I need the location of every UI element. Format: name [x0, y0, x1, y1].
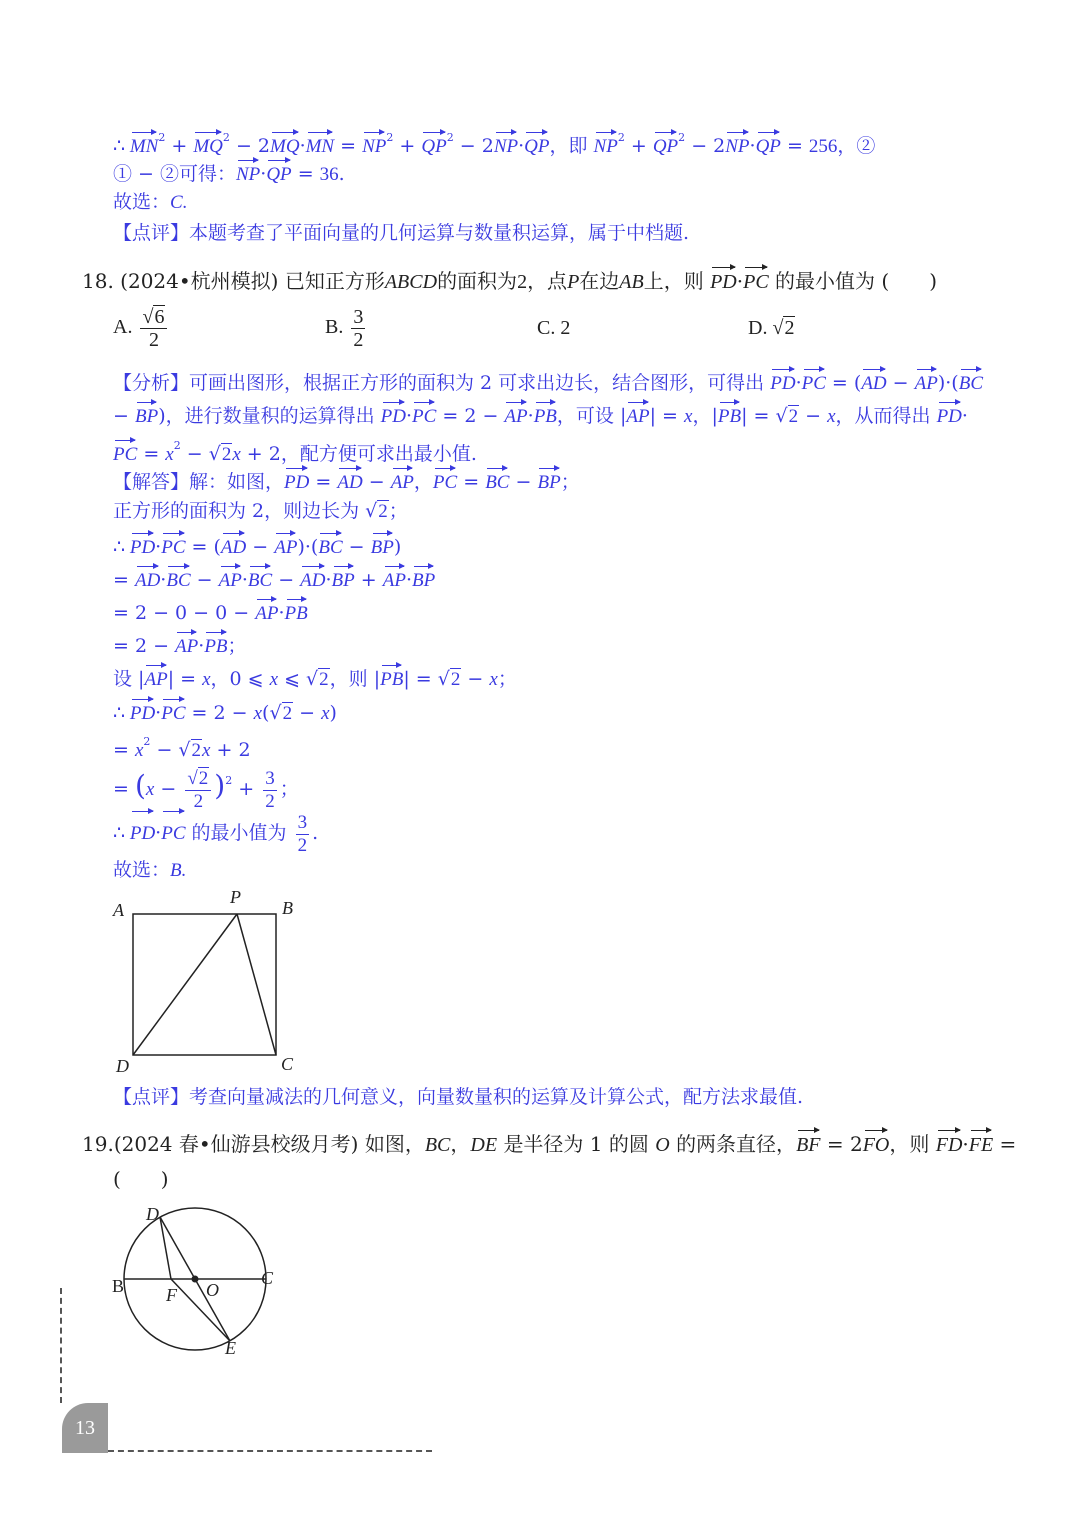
label-d: D [146, 1204, 159, 1224]
q18-stem-ab: AB [619, 271, 644, 293]
q18-option-b[interactable] [325, 306, 368, 351]
prev-line1-number: 256 [808, 136, 838, 157]
segment-pc [237, 914, 276, 1055]
q18-analysis-text-2b: ，进行数量积的运算得出 [165, 405, 375, 427]
q18-stem: 18. (2024•杭州模拟) 已知正方形ABCD的面积为2，点P在边AB上，则 PD·PC 的最小值为 ( ) [82, 264, 937, 296]
label-c: C [261, 1268, 274, 1288]
q18-analysis-text-2c: ，可设 [556, 405, 614, 427]
q18-comment-tag: 【点评】 [113, 1086, 190, 1108]
q18-analysis-line-2: − BP)，进行数量积的运算得出 PD·PC = 2 − AP·PB，可设 |AP| = x，|PB| = √2 − x，从而得出 PD· [113, 399, 968, 431]
q18-option-a-radicand: 6 [154, 306, 165, 328]
q18-stem-text-f: 的最小值为 [775, 269, 876, 293]
q18-source: (2024•杭州模拟) [120, 269, 279, 293]
q18-let-text: 设 [113, 668, 133, 690]
q18-solution-line-5: = 2 − 0 − 0 − AP·PB [113, 596, 308, 628]
label-p: P [230, 887, 241, 907]
q18-solution-intro: 解：如图， [189, 471, 285, 493]
label-a: A [113, 900, 124, 920]
q18-number: 18. [82, 269, 114, 293]
q18-solution-line-10: = (x − $\frac{√2}{2}$ )$^2$ + $\frac{3}{2}$ ； [113, 767, 299, 812]
q18-answer-blank: ( ) [881, 269, 937, 293]
q18-stem-p: P [567, 271, 580, 293]
q18-option-d[interactable]: D. √2 [748, 317, 795, 339]
label-c: C [281, 1054, 294, 1074]
q18-solution-line-3: ∴ PD·PC = (AD − AP)·(BC − BP) [113, 530, 401, 562]
q19-stem-bc: BC [424, 1134, 451, 1156]
label-f: F [166, 1285, 177, 1305]
q18-analysis-line-3: PC = $x^2 - √2x + 2$，配方便可求出最小值. [113, 432, 477, 469]
page-number: 13 [62, 1403, 108, 1453]
q18-comment-text: 考查向量减法的几何意义，向量数量积的运算及计算公式，配方法求最值. [189, 1086, 804, 1108]
q18-solution-line-6: = 2 − AP·PB； [113, 629, 247, 661]
q18-option-a-denominator: 2 [148, 329, 159, 351]
q18-option-b-label: B. [325, 316, 344, 339]
q18-comment [113, 1083, 803, 1111]
q18-choice [113, 856, 186, 885]
q18-analysis-text-1: 可画出图形，根据正方形的面积为 2 可求出边长，结合图形，可得出 [189, 372, 765, 394]
q18-solution-line-1: 【解答】解：如图，PD = AD − AP，PC = BC − BP； [113, 465, 580, 497]
prev-solution-line-1: ∴ $MN^2 + MQ^2 - 2MQ\cdot MN = NP^2 + QP^2 - 2NP\cdot QP$，即 $NP^2 + QP^2 - 2NP\cdot QP = 256$，② [113, 124, 875, 161]
q18-option-c-label: C. [537, 317, 556, 339]
prev-comment [113, 219, 689, 247]
q18-option-a-fraction: $\frac{√6}{2}$ [140, 306, 167, 351]
q18-analysis-text-2d: ，从而得出 [835, 405, 931, 427]
prev-line1-circled: ② [856, 135, 876, 157]
prev-answer-value: C. [170, 192, 188, 213]
q18-option-c-value: 2 [560, 317, 571, 339]
q19-source: (2024 春•仙游县校级月考) [113, 1132, 359, 1156]
page-corner-dashed-vertical [60, 1288, 62, 1403]
label-b: B [282, 898, 293, 918]
q19-stem-o: O [655, 1134, 670, 1156]
q18-option-b-numerator: 3 [353, 306, 364, 328]
q19-stem-text-b: 是半径为 1 的圆 [503, 1132, 649, 1156]
q18-stem-area: 2 [517, 271, 528, 293]
prev-line2-prefix: ① − ②可得： [113, 163, 236, 185]
q18-stem-text-a: 已知正方形 [284, 269, 385, 293]
q18-option-c[interactable] [537, 317, 570, 340]
prev-line2-value: 36 [319, 164, 339, 185]
label-d: D [116, 1056, 129, 1076]
q18-analysis-line-1: 【分析】可画出图形，根据正方形的面积为 2 可求出边长，结合图形，可得出 PD·PC = (AD − AP)·(BC [113, 366, 983, 398]
q18-solution-line-8: ∴ PD·PC = 2 − x(√2 − x) [113, 696, 337, 728]
q19-blank-line [113, 1165, 169, 1193]
q19-stem-text-c: 的两条直径， [676, 1132, 797, 1156]
prev-comment-tag: 【点评】 [113, 222, 190, 244]
q18-analysis-tag: 【分析】 [113, 372, 190, 394]
q18-solution-line-2: 正方形的面积为 2，则边长为 √2； [113, 500, 408, 522]
square-abcd [133, 914, 276, 1055]
q18-option-d-radicand: 2 [784, 317, 795, 339]
q18-stem-text-b: 的面积为 [437, 269, 518, 293]
label-o: O [206, 1280, 219, 1300]
q19-stem: 19.(2024 春•仙游县校级月考) 如图，BC，DE 是半径为 1 的圆 O 的两条直径，BF = 2FO，则 FD·FE = [82, 1127, 1016, 1159]
q18-solution-line-11: ∴ PD·PC 的最小值为 $\frac{3}{2}$ . [113, 808, 318, 857]
label-e: E [225, 1338, 236, 1358]
q18-option-b-denominator: 2 [353, 329, 364, 351]
label-b: B [112, 1276, 125, 1296]
q18-solution-line-4: = AD·BC − AP·BC − AD·BP + AP·BP [113, 563, 435, 595]
segment-pd [133, 914, 237, 1055]
q18-min-text: 的最小值为 [191, 822, 287, 844]
prev-answer [113, 188, 187, 217]
q18-choice-label: 故选： [113, 859, 171, 881]
prev-solution-line-2: ① − ②可得：NP·QP = 36. [113, 157, 345, 189]
q18-stem-text-d: 在边 [579, 269, 620, 293]
q18-solution-line-7: 设 |AP| = x，0 ⩽ x ⩽ √2，则 |PB| = √2 − x； [113, 662, 517, 694]
q19-stem-text-a: 如图， [364, 1132, 425, 1156]
q19-answer-blank: ( ) [113, 1167, 169, 1191]
q18-option-a[interactable] [113, 306, 170, 351]
center-dot [192, 1276, 199, 1283]
q18-solution-line-9: = $x^2 - √2x + 2$ [113, 735, 251, 761]
page-corner-dashed-horizontal [108, 1450, 432, 1452]
q18-option-a-label: A. [113, 316, 133, 339]
prev-line1-connector: 即 [568, 135, 588, 157]
q18-choice-value: B. [170, 860, 187, 881]
prev-answer-label: 故选： [113, 191, 171, 213]
q18-solution-tag: 【解答】 [113, 471, 190, 493]
q19-stem-de: DE [470, 1134, 498, 1156]
q18-option-b-fraction [351, 306, 365, 351]
q19-number: 19. [82, 1132, 114, 1156]
q19-circle-figure [108, 1200, 288, 1360]
q18-side-text: 正方形的面积为 2，则边长为 [113, 500, 360, 522]
q18-stem-text-c: ，点 [527, 269, 568, 293]
q18-then-text: ，则 [329, 668, 368, 690]
q19-stem-text-d: ，则 [889, 1132, 930, 1156]
q18-stem-text-e: 上，则 [643, 269, 704, 293]
q18-square-figure [108, 884, 308, 1076]
q18-option-d-label: D. [748, 317, 768, 339]
q18-stem-abcd: ABCD [384, 271, 438, 293]
prev-comment-text: 本题考查了平面向量的几何运算与数量积运算，属于中档题. [189, 222, 690, 244]
q18-analysis-text-3b: ，配方便可求出最小值. [280, 443, 477, 465]
